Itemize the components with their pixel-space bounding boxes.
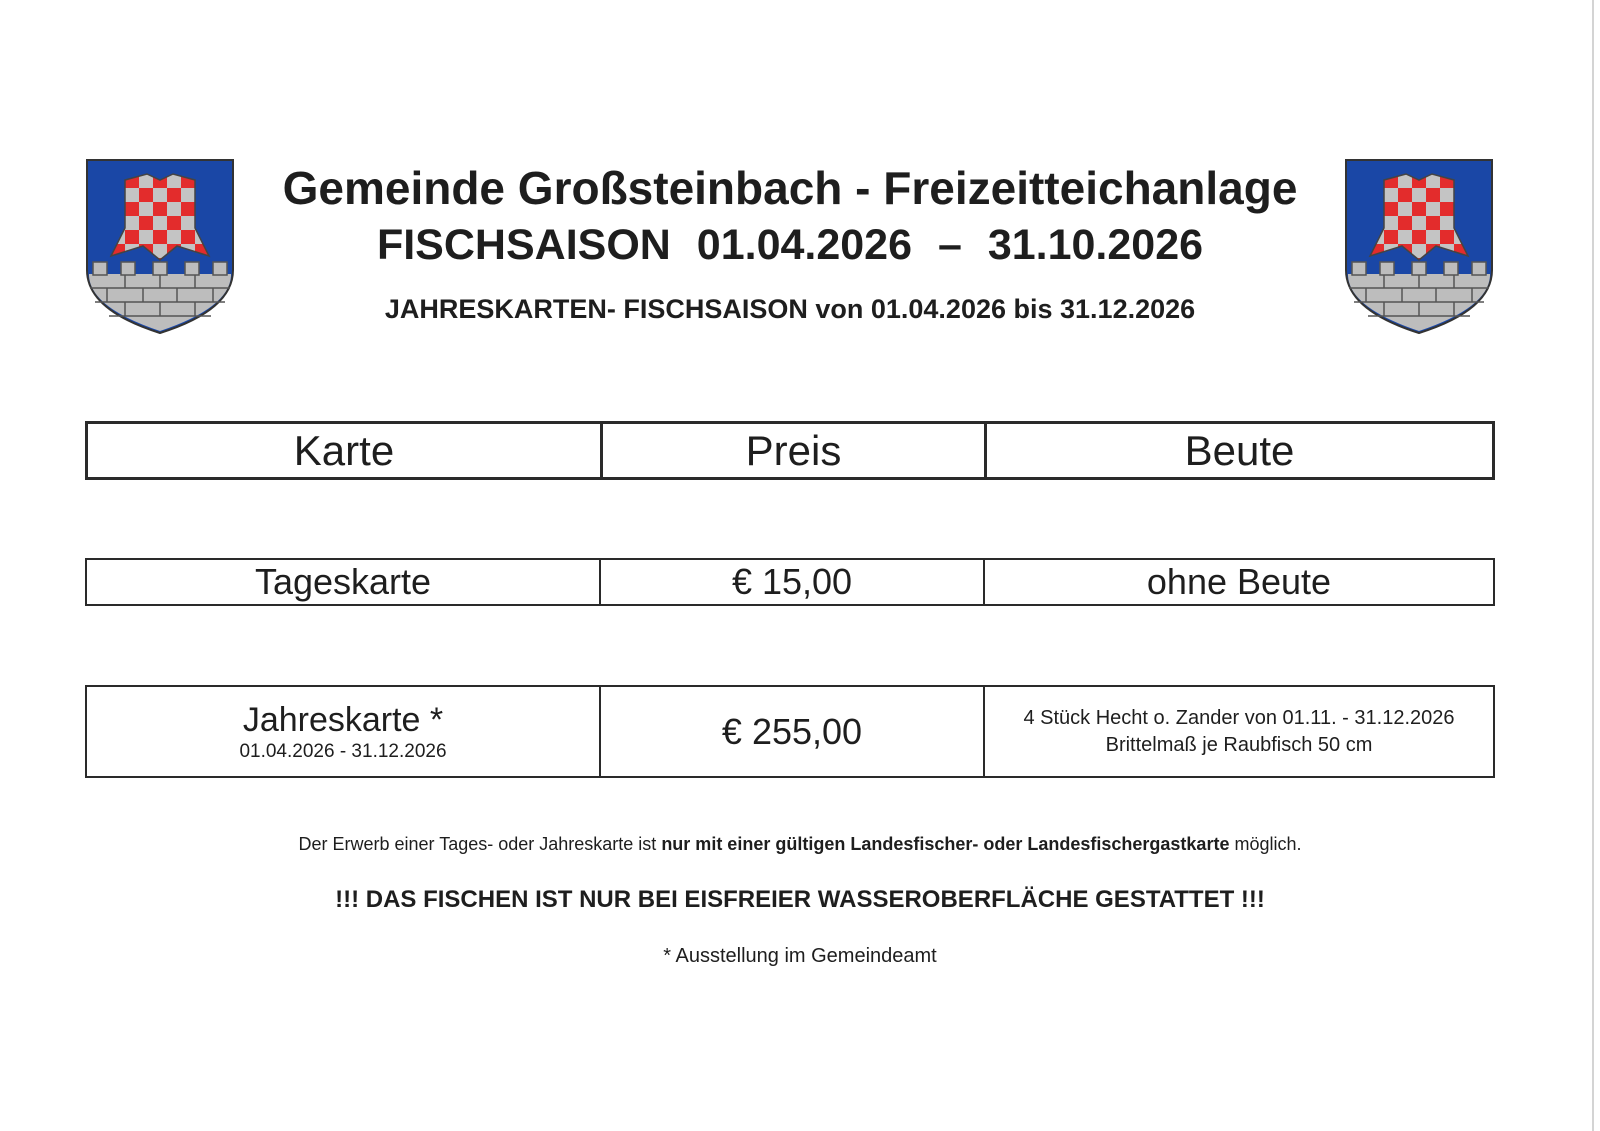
annual-card-subtitle: JAHRESKARTEN- FISCHSAISON von 01.04.2026 bis 31.12.2026	[384, 294, 1196, 324]
card-catch-cell	[983, 687, 1493, 776]
coat-of-arms-icon	[85, 158, 235, 338]
column-header-karte: Karte	[293, 426, 395, 474]
column-header-beute: Beute	[984, 424, 1492, 477]
card-name-cell	[87, 687, 599, 776]
card-min-size: Brittelmaß je Raubfisch 50 cm	[1105, 733, 1373, 756]
page-title: Gemeinde Großsteinbach - Freizeitteichanlage	[282, 162, 1298, 214]
purchase-note-suffix: möglich.	[1234, 834, 1302, 854]
season-dates: 01.04.2026 – 31.10.2026	[696, 221, 1204, 269]
coat-of-arms-icon	[1344, 158, 1494, 338]
card-name: Jahreskarte *	[242, 700, 444, 739]
table-row-jahreskarte	[85, 685, 1495, 778]
card-price: € 255,00	[599, 687, 983, 776]
table-row-tageskarte	[85, 558, 1495, 606]
card-catch-limit: 4 Stück Hecht o. Zander von 01.11. - 31.12.2026	[1023, 706, 1455, 729]
purchase-requirement-note	[0, 832, 1600, 856]
issuance-footnote: * Ausstellung im Gemeindeamt	[663, 945, 937, 967]
purchase-note-prefix: Der Erwerb einer Tages- oder Jahreskarte ist	[298, 834, 657, 854]
column-header-preis: Preis	[600, 424, 984, 477]
season-heading	[240, 218, 1340, 272]
card-period: 01.04.2026 - 31.12.2026	[239, 740, 447, 762]
ice-warning: !!! DAS FISCHEN IST NUR BEI EISFREIER WASSEROBERFLÄCHE GESTATTET !!!	[335, 886, 1265, 913]
purchase-note-bold: nur mit einer gültigen Landesfischer- oder Landesfischergastkarte	[661, 834, 1230, 854]
table-header-row	[85, 421, 1495, 480]
card-catch: ohne Beute	[983, 560, 1493, 604]
card-price: € 15,00	[599, 560, 983, 604]
card-name: Tageskarte	[254, 561, 432, 602]
season-label: FISCHSAISON	[376, 221, 671, 269]
